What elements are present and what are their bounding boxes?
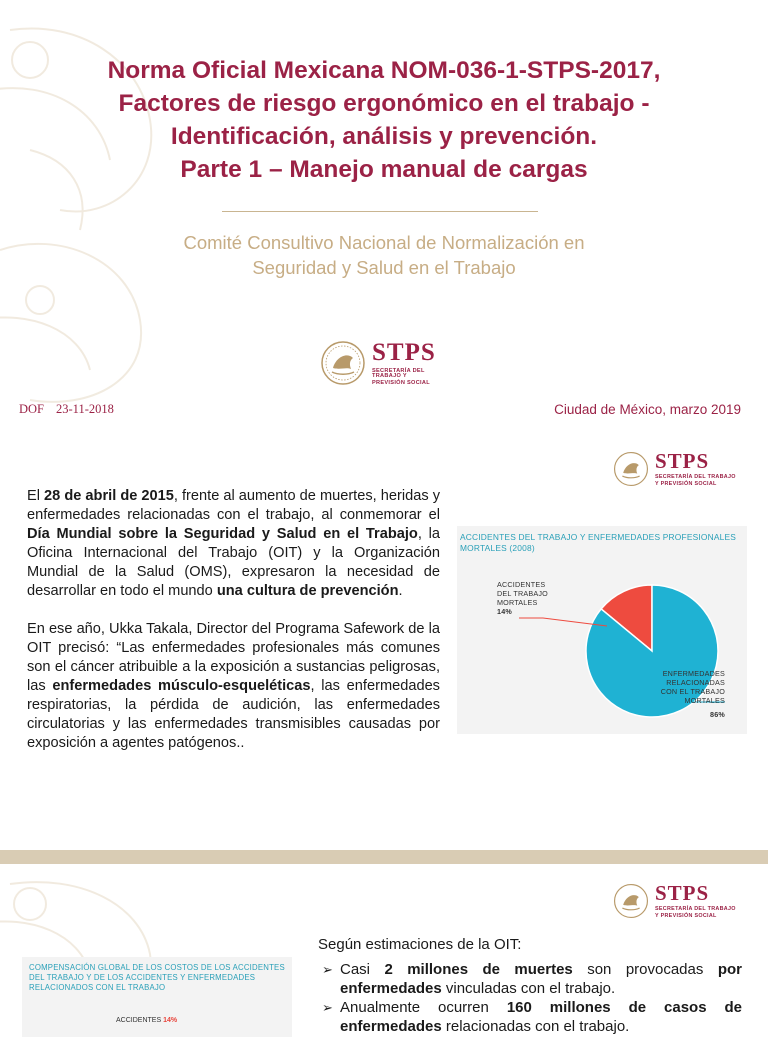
context-slide: [0, 432, 768, 850]
bold-run: por enfermedades: [340, 961, 742, 997]
stps-logo: [613, 446, 748, 492]
text-run: , la Oficina Internacional del Trabajo (OIT) y la Organización Mundial de la Salud (OMS), expresaron la necesidad de desarrollar en todo el mundo: [27, 526, 440, 599]
subtitle-line: Comité Consultivo Nacional de Normalización en: [183, 232, 585, 253]
bold-run: 2 millones de muertes: [384, 961, 573, 978]
dof-date: 23-11-2018: [56, 402, 114, 416]
bold-run: 160 millones de casos de enfermedades: [340, 999, 743, 1035]
label-line: CON EL TRABAJO: [660, 687, 725, 696]
slice-value-label: 14%: [497, 607, 512, 616]
text-run: , las enfermedades respiratorias, la pérdida de audición, las enfermedades circulatorias y las enfermedades transmisibles causadas por exposición a agentes patógenos..: [27, 678, 440, 751]
logo-subline: SECRETARÍA DEL TRABAJO: [655, 474, 736, 481]
paragraph: [27, 487, 440, 601]
chart-label: [116, 1017, 177, 1024]
title-line: Identificación, análisis y prevención.: [170, 123, 598, 150]
mexico-seal-icon: [320, 340, 366, 386]
title-line: Norma Oficial Mexicana NOM-036-1-STPS-2017,: [107, 57, 661, 84]
text-run: .: [398, 583, 403, 599]
logo-subline: Y PREVISIÓN SOCIAL: [655, 480, 717, 487]
subtitle-line: Seguridad y Salud en el Trabajo: [252, 257, 516, 278]
stps-logo: [613, 878, 748, 924]
body-text: [27, 487, 440, 772]
text-run: En ese año, Ukka Takala, Director del Programa Safework de la OIT precisó: “Las enfermedades profesionales más comunes son el cáncer atribuible a la exposición a sustancias peligrosas, las: [27, 621, 440, 694]
document-subtitle: [80, 230, 688, 280]
label-line: RELACIONADAS: [666, 678, 725, 687]
intro-text: Según estimaciones de la OIT:: [318, 936, 522, 953]
bold-run: Día Mundial sobre la Seguridad y Salud en el Trabajo: [27, 526, 418, 542]
logo-brand: STPS: [655, 449, 710, 474]
chart-label-accidents: [497, 580, 548, 616]
mexico-seal-icon: [613, 451, 649, 487]
logo-subline: Y PREVISIÓN SOCIAL: [655, 912, 717, 919]
chart-title: ACCIDENTES DEL TRABAJO Y ENFERMEDADES PROFESIONALES MORTALES (2008): [460, 532, 737, 553]
bold-run: enfermedades músculo-esqueléticas: [52, 678, 311, 694]
dof-reference: [19, 402, 126, 417]
pie-chart-panel: [457, 526, 747, 734]
dof-label: DOF: [19, 402, 45, 416]
label-line: ACCIDENTES: [497, 580, 546, 589]
logo-subline: SECRETARÍA DEL TRABAJO: [655, 906, 736, 913]
bold-run: una cultura de prevención: [216, 583, 399, 599]
estimates-list: [322, 960, 742, 1036]
list-item: [322, 960, 742, 998]
text-run: , frente al aumento de muertes, heridas y enfermedades relacionadas con el trabajo, al conmemorar el: [27, 488, 440, 523]
document-title: [40, 54, 728, 186]
oit-estimates-slide: [0, 864, 768, 1035]
text-run: Anualmente ocurren: [340, 999, 507, 1016]
logo-brand: STPS: [372, 338, 436, 366]
bold-run: 28 de abril de 2015: [44, 488, 174, 504]
text-run: vinculadas con el trabajo.: [441, 980, 616, 997]
label-line: MORTALES: [497, 598, 538, 607]
text-run: El: [27, 488, 45, 504]
logo-subline: SECRETARÍA DEL TRABAJO Y: [372, 367, 425, 380]
chart-label-diseases: [655, 669, 725, 719]
slice-value-label: 86%: [710, 710, 725, 719]
label-pct: 14%: [163, 1017, 178, 1024]
text-run: Casi: [340, 961, 385, 978]
title-line: Parte 1 – Manejo manual de cargas: [180, 156, 588, 183]
title-line: Factores de riesgo ergonómico en el trabajo -: [118, 90, 650, 117]
chart-title: COMPENSACIÓN GLOBAL DE LOS COSTOS DE LOS ACCIDENTES DEL TRABAJO Y DE LOS ACCIDENTES Y ENFERMEDADES RELACIONADOS CON EL TRABAJO: [29, 963, 285, 992]
label-text: ACCIDENTES: [116, 1017, 162, 1024]
list-item: [322, 998, 742, 1036]
label-line: DEL TRABAJO: [497, 589, 548, 598]
title-divider: [222, 211, 538, 212]
slide-separator: [0, 850, 768, 864]
text-run: relacionadas con el trabajo.: [441, 1018, 630, 1035]
text-run: son provocadas: [572, 961, 718, 978]
paragraph: [27, 620, 440, 753]
mexico-seal-icon: [613, 883, 649, 919]
logo-subline: PREVISIÓN SOCIAL: [372, 379, 430, 386]
cost-chart-panel: [22, 957, 292, 1037]
stps-logo: [320, 336, 450, 390]
place-date: Ciudad de México, marzo 2019: [554, 402, 741, 417]
label-line: MORTALES: [684, 696, 725, 705]
label-line: ENFERMEDADES: [662, 669, 725, 678]
cover-slide: [0, 0, 768, 432]
logo-brand: STPS: [655, 881, 710, 906]
